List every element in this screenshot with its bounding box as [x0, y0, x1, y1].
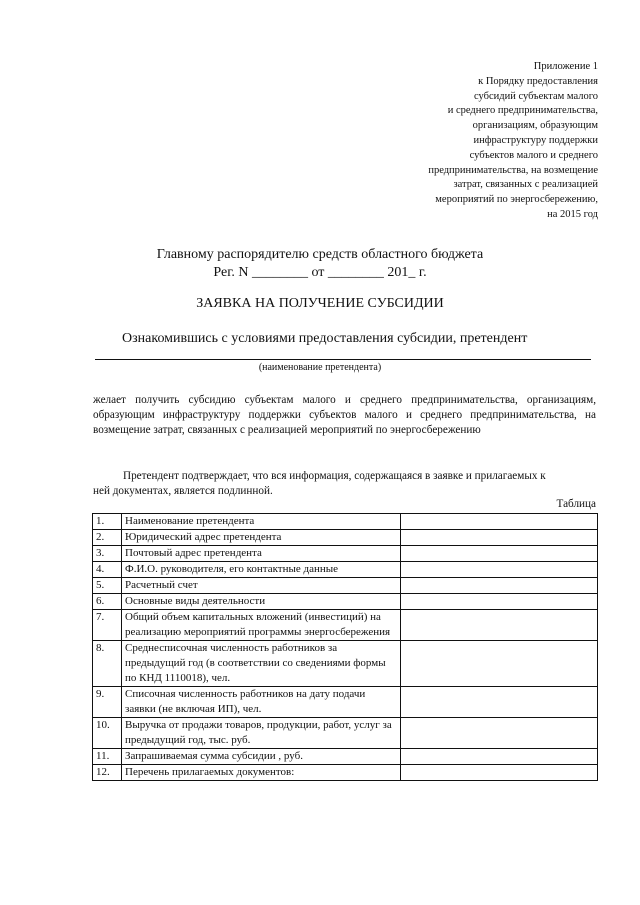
- row-value-cell[interactable]: [401, 765, 598, 781]
- row-label: Основные виды деятельности: [122, 594, 401, 610]
- row-value-cell[interactable]: [401, 546, 598, 562]
- row-label: Среднесписочная численность работников за предыдущий год (в соответствии со сведениями формы по КНД 1110018), чел.: [122, 641, 401, 687]
- appendix-note: [338, 60, 598, 223]
- appendix-line: субъектов малого и среднего: [469, 149, 598, 161]
- appendix-line: инфраструктуру поддержки: [473, 134, 598, 146]
- row-number: 12.: [93, 765, 122, 781]
- row-label: Юридический адрес претендента: [122, 530, 401, 546]
- appendix-line: Приложение 1: [533, 61, 598, 72]
- appendix-line: субсидий субъектам малого: [474, 90, 598, 102]
- row-number: 1.: [93, 514, 122, 530]
- row-label: Перечень прилагаемых документов:: [122, 765, 401, 781]
- body-paragraph: желает получить субсидию субъектам малого и среднего предпринимательства, организациям, образующим инфраструктуру поддержки субъектов малого и среднего предпринимательства, на возмещение затрат, связанных с реализацией мероприятий по энергосбережению: [93, 394, 596, 436]
- appendix-line: на 2015 год: [547, 208, 598, 220]
- row-label: Запрашиваемая сумма субсидии , руб.: [122, 749, 401, 765]
- row-value-cell[interactable]: [401, 641, 598, 687]
- row-value-cell[interactable]: [401, 610, 598, 641]
- row-value-cell[interactable]: [401, 718, 598, 749]
- appendix-line: затрат, связанных с реализацией: [453, 179, 598, 191]
- intro-text: Ознакомившись с условиями предоставления субсидии, претендент: [122, 331, 528, 346]
- row-label: Списочная численность работников на дату подачи заявки (не включая ИП), чел.: [122, 687, 401, 718]
- row-label: Наименование претендента: [122, 514, 401, 530]
- registration-line: Рег. N ________ от ________ 201_ г.: [213, 265, 427, 280]
- appendix-line: предпринимательства, на возмещение: [428, 164, 598, 176]
- table-row: [93, 562, 598, 578]
- appendix-line: организациям, образующим: [472, 120, 598, 132]
- table-row: [93, 610, 598, 641]
- table-row: [93, 578, 598, 594]
- table-row: [93, 514, 598, 530]
- row-label: Общий объем капитальных вложений (инвестиций) на реализацию мероприятий программы энергосбережения: [122, 610, 401, 641]
- row-value-cell[interactable]: [401, 594, 598, 610]
- table-label: Таблица: [556, 498, 596, 510]
- row-value-cell[interactable]: [401, 687, 598, 718]
- row-value-cell[interactable]: [401, 530, 598, 546]
- appendix-line: к Порядку предоставления: [478, 75, 598, 87]
- appendix-line: мероприятий по энергосбережению,: [435, 194, 598, 206]
- row-value-cell[interactable]: [401, 514, 598, 530]
- table-row: [93, 546, 598, 562]
- row-value-cell[interactable]: [401, 578, 598, 594]
- applicant-name-line: [95, 359, 591, 360]
- row-number: 7.: [93, 610, 122, 641]
- table-row: [93, 687, 598, 718]
- application-table: [92, 513, 598, 781]
- row-label: Ф.И.О. руководителя, его контактные данные: [122, 562, 401, 578]
- row-number: 6.: [93, 594, 122, 610]
- row-label: Выручка от продажи товаров, продукции, работ, услуг за предыдущий год, тыс. руб.: [122, 718, 401, 749]
- row-number: 10.: [93, 718, 122, 749]
- table-row: [93, 749, 598, 765]
- row-value-cell[interactable]: [401, 749, 598, 765]
- confirmation-paragraph: Претендент подтверждает, что вся информация, содержащаяся в заявке и прилагаемых к ней документах, является подлинной.: [93, 470, 546, 497]
- row-number: 2.: [93, 530, 122, 546]
- row-number: 9.: [93, 687, 122, 718]
- document-title: ЗАЯВКА НА ПОЛУЧЕНИЕ СУБСИДИИ: [196, 296, 444, 311]
- recipient-block: [0, 246, 640, 282]
- row-number: 11.: [93, 749, 122, 765]
- row-number: 3.: [93, 546, 122, 562]
- recipient-line: Главному распорядителю средств областного бюджета: [156, 247, 484, 262]
- row-number: 4.: [93, 562, 122, 578]
- row-number: 8.: [93, 641, 122, 687]
- row-number: 5.: [93, 578, 122, 594]
- table-row: [93, 530, 598, 546]
- table-row: [93, 765, 598, 781]
- table-row: [93, 718, 598, 749]
- table-row: [93, 641, 598, 687]
- row-label: Почтовый адрес претендента: [122, 546, 401, 562]
- applicant-caption: (наименование претендента): [258, 362, 382, 373]
- row-value-cell[interactable]: [401, 562, 598, 578]
- table-row: [93, 594, 598, 610]
- row-label: Расчетный счет: [122, 578, 401, 594]
- appendix-line: и среднего предпринимательства,: [447, 105, 598, 117]
